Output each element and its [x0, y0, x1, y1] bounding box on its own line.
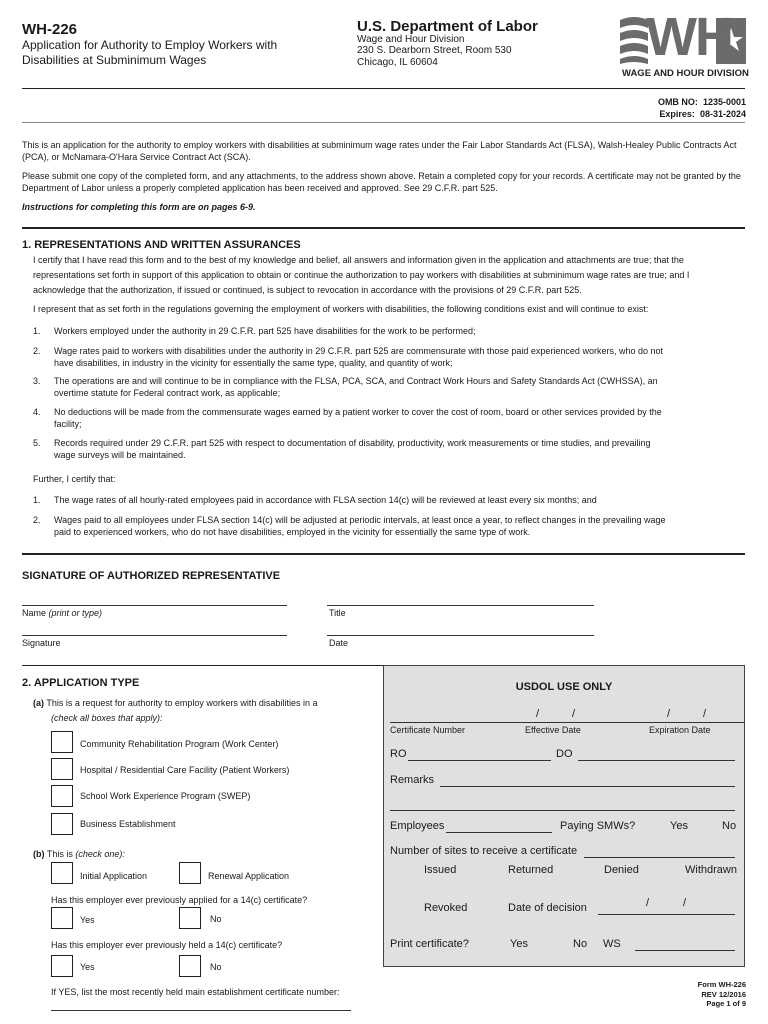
issued-option[interactable]: Issued	[424, 864, 457, 876]
checkbox-held-yes[interactable]	[51, 955, 73, 977]
signature-heading: SIGNATURE OF AUTHORIZED REPRESENTATIVE	[22, 570, 281, 582]
intro-paragraph-2: Please submit one copy of the completed form, and any attachments, to the address shown above. Retain a completed copy for your records. A certificate may not be granted by the Department of Labor unless a properly completed application has been received and approved. See 29 C.F.R. part 525.	[22, 171, 741, 193]
paying-yes-option[interactable]: Yes	[670, 820, 688, 832]
held-yes-label: Yes	[80, 962, 95, 972]
do-field[interactable]	[578, 760, 735, 761]
dept-name: U.S. Department of Labor	[357, 18, 538, 35]
checkbox-held-no[interactable]	[179, 955, 201, 977]
print-yes-option[interactable]: Yes	[510, 938, 528, 950]
remarks-label: Remarks	[390, 774, 435, 786]
date-of-decision-label: Date of decision	[508, 902, 587, 914]
omb-value: 1235-0001	[702, 97, 746, 107]
type-a-prompt: (a) This is a request for authority to employ workers with disabilities in a	[33, 698, 318, 708]
certificate-info-line[interactable]	[390, 722, 744, 723]
intro-paragraph-1: This is an application for the authority to employ workers with disabilities at subminimum wage rates under the Fair Labor Standards Act (FLSA), Walsh-Healey Public Contracts Act (PCA), or McNamara-O'Hara Service Contract Act (SCA).	[22, 140, 737, 162]
footer-info	[698, 980, 746, 1009]
sites-field[interactable]	[584, 857, 735, 858]
date-field[interactable]	[327, 635, 594, 636]
effective-date-slash-2: /	[572, 708, 576, 720]
title-field[interactable]	[327, 605, 594, 606]
returned-option[interactable]: Returned	[508, 864, 554, 876]
form-title-line1: Application for Authority to Employ Workers with	[22, 38, 278, 52]
section1-divider	[22, 227, 745, 229]
paying-no-option[interactable]: No	[722, 820, 737, 832]
omb-label: OMB NO:	[657, 97, 698, 107]
name-label: Name (print or type)	[22, 608, 103, 618]
checkbox-applied-no[interactable]	[179, 907, 201, 929]
checkbox-renewal-application[interactable]	[179, 862, 201, 884]
checkbox-community-rehab[interactable]	[51, 731, 73, 753]
date-label: Date	[329, 638, 349, 648]
certificate-number-field[interactable]	[51, 1010, 351, 1011]
omb-block	[658, 96, 746, 120]
instructions-note: Instructions for completing this form are on pages 6-9.	[22, 202, 256, 212]
paying-smws-label: Paying SMWs?	[560, 820, 636, 832]
usdol-use-only-panel	[383, 665, 745, 967]
effective-date-label: Effective Date	[525, 725, 581, 735]
ro-label: RO	[390, 748, 407, 760]
logo-letters: WH	[646, 7, 732, 67]
ws-label: WS	[603, 938, 621, 950]
checkbox-business[interactable]	[51, 813, 73, 835]
renewal-application-label: Renewal Application	[208, 871, 290, 881]
further-certify: Further, I certify that:	[33, 474, 116, 484]
address-line1: 230 S. Dearborn Street, Room 530	[357, 45, 512, 56]
print-certificate-label: Print certificate?	[390, 938, 469, 950]
header-divider	[22, 88, 745, 89]
employees-field[interactable]	[446, 832, 552, 833]
whd-logo	[620, 7, 749, 80]
division-name: Wage and Hour Division	[357, 34, 465, 45]
decision-date-field[interactable]	[598, 914, 735, 915]
type-label-swep: School Work Experience Program (SWEP)	[80, 791, 251, 801]
form-id: WH-226	[22, 21, 78, 38]
usdol-title: USDOL USE ONLY	[515, 681, 613, 693]
withdrawn-option[interactable]: Withdrawn	[685, 864, 737, 876]
condition-item-cont: wage surveys will be maintained.	[54, 450, 186, 460]
employees-label: Employees	[390, 820, 445, 832]
type-b-prompt: (b) This is (check one):	[33, 849, 125, 859]
decision-date-slash-1: /	[646, 897, 650, 909]
effective-date-slash-1: /	[536, 708, 540, 720]
if-yes-prompt: If YES, list the most recently held main establishment certificate number:	[51, 987, 340, 997]
applied-yes-label: Yes	[80, 915, 95, 925]
question-previously-applied: Has this employer ever previously applied for a 14(c) certificate?	[51, 895, 308, 905]
held-no-label: No	[210, 962, 222, 972]
address-line2: Chicago, IL 60604	[357, 57, 438, 68]
decision-date-slash-2: /	[683, 897, 687, 909]
certify-paragraph: I certify that I have read this form and to the best of my knowledge and belief, all answers and information given in the application and attachments are true; that the representations set forth in support of this application to obtain or continue the authorization to pay workers with disabilities at subminimum wage rates are true; and I acknowledge that the authorization, if issued or continued, is subject to revocation in accordance with the provisions of 29 C.F.R. part 525.	[33, 255, 690, 295]
revoked-option[interactable]: Revoked	[424, 902, 468, 914]
signature-divider	[22, 553, 745, 555]
remarks-field-2[interactable]	[390, 810, 735, 811]
denied-option[interactable]: Denied	[604, 864, 639, 876]
ro-field[interactable]	[408, 760, 551, 761]
remarks-field[interactable]	[440, 786, 735, 787]
ws-field[interactable]	[635, 950, 735, 951]
sites-label: Number of sites to receive a certificate	[390, 845, 578, 857]
condition-item-cont: have disabilities, in industry in the vicinity for essentially the same type, quality, and quantity of work;	[54, 358, 453, 368]
footer-form: Form WH-226	[697, 980, 746, 989]
do-label: DO	[556, 748, 573, 760]
checkbox-initial-application[interactable]	[51, 862, 73, 884]
type-label-hospital: Hospital / Residential Care Facility (Patient Workers)	[80, 765, 290, 775]
type-label-business: Business Establishment	[80, 819, 176, 829]
expires-label: Expires:	[659, 109, 695, 119]
section1-heading: 1. REPRESENTATIONS AND WRITTEN ASSURANCES	[22, 239, 301, 251]
expiration-date-slash-2: /	[703, 708, 707, 720]
type-label-community-rehab: Community Rehabilitation Program (Work Center)	[80, 739, 279, 749]
section2-heading: 2. APPLICATION TYPE	[22, 677, 140, 689]
type-a-hint: (check all boxes that apply):	[51, 713, 163, 723]
form-title-line2: Disabilities at Subminimum Wages	[22, 53, 207, 67]
question-previously-held: Has this employer ever previously held a 14(c) certificate?	[51, 940, 283, 950]
applied-no-label: No	[210, 914, 222, 924]
footer-page: Page 1 of 9	[706, 999, 746, 1008]
expiration-date-label: Expiration Date	[649, 725, 711, 735]
signature-field[interactable]	[22, 635, 287, 636]
checkbox-hospital[interactable]	[51, 758, 73, 780]
checkbox-applied-yes[interactable]	[51, 907, 73, 929]
condition-item-cont: overtime statute for Federal contract work, as applicable;	[54, 388, 281, 398]
expires-value: 08-31-2024	[699, 109, 746, 119]
title-label: Title	[329, 608, 346, 618]
checkbox-swep[interactable]	[51, 785, 73, 807]
condition-item-cont: facility;	[54, 419, 82, 429]
name-field[interactable]	[22, 605, 287, 606]
logo-caption: WAGE AND HOUR DIVISION	[622, 68, 749, 79]
expiration-date-slash-1: /	[667, 708, 671, 720]
represent-paragraph: I represent that as set forth in the regulations governing the employment of workers with disabilities, the following conditions exist and will continue to exist:	[33, 304, 649, 314]
further-item-cont: paid to experienced workers, who do not have disabilities, employed in the vicinity for essentially the same type of work.	[54, 527, 531, 537]
initial-application-label: Initial Application	[80, 871, 148, 881]
signature-label: Signature	[22, 638, 61, 648]
omb-divider	[22, 122, 745, 123]
print-no-option[interactable]: No	[573, 938, 588, 950]
footer-rev: REV 12/2016	[701, 989, 746, 999]
certificate-number-label: Certificate Number	[390, 725, 466, 735]
